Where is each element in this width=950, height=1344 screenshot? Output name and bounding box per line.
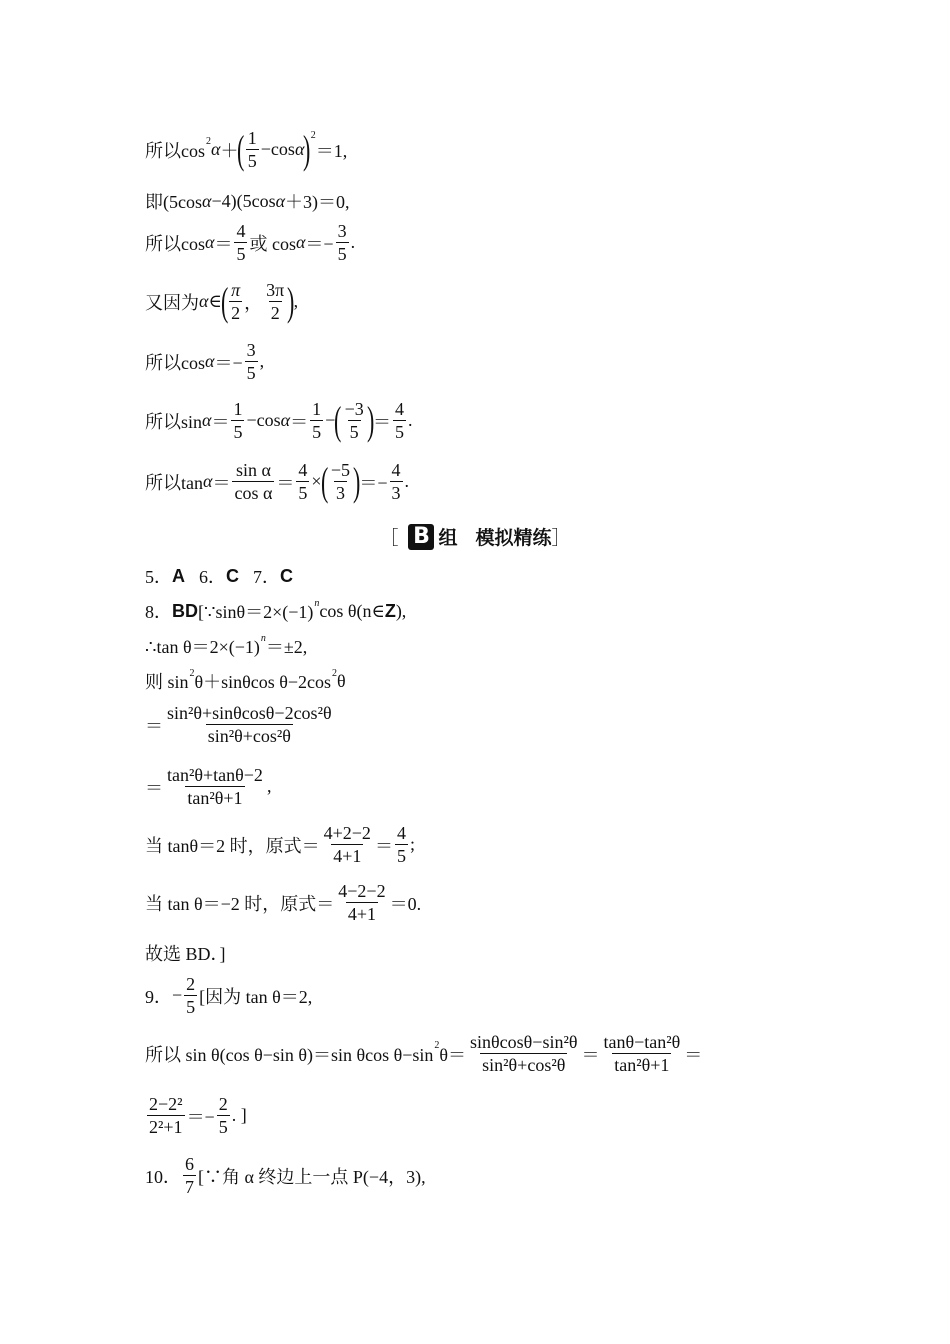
denominator: 5	[246, 363, 256, 383]
fraction	[232, 460, 274, 503]
numerator: 3	[246, 340, 256, 360]
text: ＝	[276, 472, 295, 493]
text: ),	[395, 600, 407, 621]
solution-line-4	[145, 280, 298, 323]
text: .	[350, 232, 356, 252]
denominator: tan²θ+1	[614, 1055, 670, 1075]
fraction	[601, 1032, 682, 1075]
denominator: 4+1	[333, 846, 362, 866]
denominator: 5	[247, 151, 257, 171]
denominator: 2	[231, 303, 241, 323]
text: 所以tan	[145, 472, 203, 493]
math-var: α	[199, 291, 209, 311]
numerator: π	[231, 280, 241, 300]
numerator: −3	[344, 399, 364, 419]
denominator: 5	[337, 244, 347, 264]
text: 所以cos	[145, 352, 205, 373]
text: 所以sin	[145, 411, 203, 432]
text: ＋	[220, 140, 239, 161]
superscript: 2	[310, 130, 316, 141]
text: 所以cos	[145, 140, 205, 161]
text: ;	[409, 834, 415, 854]
solution-line-6	[145, 399, 413, 442]
denominator: 2²+1	[149, 1117, 183, 1137]
text: ＝−	[305, 233, 334, 254]
numerator: 4	[396, 823, 406, 843]
answer: BD	[172, 600, 198, 621]
numerator: −5	[330, 460, 351, 480]
fraction	[468, 1032, 579, 1075]
fraction	[184, 974, 197, 1017]
group-label: 组	[438, 527, 458, 549]
numerator: 3	[337, 221, 347, 241]
math-var: α	[275, 190, 286, 211]
fraction	[246, 128, 259, 171]
text: [∵sinθ＝2×(−1)	[198, 602, 314, 622]
denominator: 5	[395, 422, 405, 442]
math-var: α	[211, 139, 221, 159]
fraction	[231, 399, 244, 442]
q8-line-4	[145, 703, 336, 746]
q9-line-3	[145, 1094, 247, 1137]
numerator: 4	[391, 460, 401, 480]
text: ＝	[211, 411, 230, 432]
denominator: 5	[186, 997, 196, 1017]
numerator: tan²θ+tanθ−2	[167, 765, 263, 785]
text: ＝±2,	[265, 637, 308, 657]
denominator: 5	[396, 846, 406, 866]
text: ＝	[374, 835, 393, 856]
text: 即(5cos	[145, 192, 202, 212]
fraction	[229, 280, 242, 323]
numerator: 1	[247, 128, 257, 148]
text: −4)(5cos	[211, 190, 276, 211]
numerator: 2	[186, 974, 196, 994]
text: ×	[311, 471, 322, 491]
text: ，	[244, 292, 263, 313]
text: ＝	[214, 233, 233, 254]
q9-line-2	[145, 1032, 702, 1075]
text: .	[404, 471, 410, 491]
numerator: 4	[395, 399, 405, 419]
q9-line-1	[145, 974, 312, 1017]
fraction	[217, 1094, 230, 1137]
text: ＝	[145, 777, 163, 798]
numerator: 4	[236, 221, 246, 241]
fraction	[390, 460, 403, 503]
solution-line-1	[145, 128, 347, 171]
fraction	[310, 399, 323, 442]
text: ∈	[208, 291, 222, 311]
text: 又因为	[145, 292, 199, 313]
math-var: α	[295, 232, 306, 252]
section-title: 模拟精练	[475, 527, 552, 549]
fraction	[165, 765, 265, 808]
fraction	[322, 823, 373, 866]
answer: C	[280, 565, 293, 586]
numerator: 6	[185, 1154, 194, 1174]
left-paren: (	[237, 126, 245, 172]
answers-5-7	[145, 563, 293, 589]
numerator: 4+2−2	[323, 823, 371, 843]
q8-line-3	[145, 668, 346, 694]
denominator: 3	[391, 483, 401, 503]
text: 故选 BD．]	[145, 944, 226, 964]
numerator: 4	[298, 460, 308, 480]
numerator: 1	[312, 399, 322, 419]
text: 所以cos	[145, 233, 205, 254]
denominator: 5	[218, 1117, 228, 1137]
solution-line-5	[145, 340, 264, 383]
fraction	[165, 703, 334, 746]
text: ＝−	[186, 1106, 215, 1127]
text: θ＋sinθcos θ−2cos	[194, 672, 332, 692]
text: 当 tan θ＝−2 时，原式＝	[145, 893, 335, 914]
text: ＝	[373, 411, 392, 432]
text: −	[172, 985, 183, 1005]
text: . ]	[231, 1105, 247, 1125]
numerator: sinθcosθ−sin²θ	[470, 1032, 578, 1052]
denominator: 4+1	[347, 904, 376, 924]
set-symbol: Z	[384, 600, 396, 621]
fraction	[336, 881, 387, 924]
left-bracket: ［	[379, 527, 399, 549]
fraction	[183, 1154, 196, 1197]
denominator: 3	[335, 483, 345, 503]
left-paren: (	[220, 278, 229, 324]
text: −cos	[260, 139, 295, 159]
denominator: cos α	[234, 483, 273, 503]
text: ＝	[290, 411, 309, 432]
superscript: 2	[206, 136, 211, 147]
superscript: 2	[332, 667, 338, 679]
superscript: n	[314, 597, 320, 609]
q8-line-5	[145, 765, 271, 808]
numerator: 1	[233, 399, 243, 419]
solution-line-3	[145, 221, 355, 264]
fraction	[296, 460, 309, 503]
denominator: 5	[349, 422, 359, 442]
text: ＝0.	[389, 893, 422, 914]
text: ＝−	[359, 472, 388, 493]
text: ∴tan θ＝2×(−1)	[145, 637, 260, 657]
group-badge: B	[408, 524, 434, 550]
math-var: α	[294, 139, 305, 159]
q8-line-6	[145, 823, 415, 866]
text: [∵角 α 终边上一点 P(−4，3),	[198, 1166, 426, 1187]
fraction	[147, 1094, 185, 1137]
text: ＝	[212, 472, 231, 493]
numerator: 2−2²	[149, 1094, 183, 1114]
text: ＝	[581, 1044, 600, 1065]
q8-line-7	[145, 881, 421, 924]
text: 或 cos	[249, 233, 296, 254]
right-paren: )	[303, 126, 311, 172]
solution-line-2	[145, 188, 350, 214]
math-var: α	[203, 471, 213, 491]
fraction	[234, 221, 247, 264]
denominator: 5	[298, 483, 308, 503]
text: θ＝	[439, 1044, 467, 1065]
text: 所以 sin θ(cos θ−sin θ)＝sin θcos θ−sin	[145, 1044, 434, 1065]
text: ＝1,	[315, 140, 348, 161]
denominator: tan²θ+1	[187, 788, 243, 808]
math-var: α	[202, 410, 212, 430]
answer: A	[172, 565, 185, 586]
q8-line-8	[145, 940, 226, 966]
fraction	[343, 399, 366, 442]
math-var: α	[280, 410, 291, 430]
text: θ	[337, 670, 346, 691]
text: 则 sin	[145, 672, 189, 692]
text: ＋3)＝0,	[285, 192, 350, 212]
fraction	[245, 340, 258, 383]
left-paren: (	[320, 458, 328, 504]
text: cos θ(n∈	[319, 600, 385, 621]
left-paren: (	[334, 397, 342, 443]
denominator: 7	[185, 1177, 194, 1197]
math-var: α	[205, 351, 215, 371]
question-number: 8．	[145, 602, 172, 622]
denominator: sin²θ+cos²θ	[207, 726, 291, 746]
section-heading	[0, 523, 950, 550]
fraction	[264, 280, 286, 323]
denominator: 5	[233, 422, 243, 442]
numerator: 4−2−2	[338, 881, 386, 901]
text: −cos	[246, 410, 281, 430]
numerator: tanθ−tan²θ	[603, 1032, 681, 1052]
question-number: 10．	[145, 1166, 181, 1187]
question-number: 5．	[145, 567, 172, 587]
fraction	[395, 823, 408, 866]
numerator: sin²θ+sinθcosθ−2cos²θ	[167, 703, 332, 723]
text: ,	[266, 776, 272, 796]
q10-line-1	[145, 1154, 426, 1197]
denominator: 2	[270, 303, 280, 323]
right-paren: )	[353, 458, 361, 504]
numerator: sin α	[235, 460, 271, 480]
text: 当 tanθ＝2 时，原式＝	[145, 835, 320, 856]
q8-line-2	[145, 633, 307, 659]
text: ＝−	[214, 352, 243, 373]
q8-line-1	[145, 598, 406, 624]
fraction	[336, 221, 349, 264]
math-var: α	[202, 190, 212, 211]
question-number: 7．	[253, 567, 280, 587]
math-var: α	[205, 232, 215, 252]
text: ＝	[145, 715, 163, 736]
fraction	[393, 399, 406, 442]
superscript: 2	[189, 667, 195, 679]
text: ＝	[684, 1044, 703, 1065]
text: [因为 tan θ＝2,	[199, 986, 313, 1007]
fraction	[329, 460, 352, 503]
question-number: 6．	[199, 567, 226, 587]
denominator: 5	[236, 244, 246, 264]
superscript: n	[260, 632, 266, 644]
text: ,	[293, 291, 299, 311]
question-number: 9．	[145, 986, 172, 1007]
numerator: 3π	[266, 280, 285, 300]
right-bracket: ］	[551, 527, 571, 549]
denominator: 5	[312, 422, 322, 442]
right-paren: )	[287, 278, 295, 324]
text: .	[408, 410, 413, 430]
numerator: 2	[218, 1094, 228, 1114]
answer: C	[226, 565, 239, 586]
superscript: 2	[434, 1040, 440, 1051]
denominator: sin²θ+cos²θ	[482, 1055, 566, 1075]
text: ,	[259, 351, 265, 371]
text: −	[325, 410, 336, 430]
right-paren: )	[366, 397, 375, 443]
solution-line-7	[145, 460, 409, 503]
